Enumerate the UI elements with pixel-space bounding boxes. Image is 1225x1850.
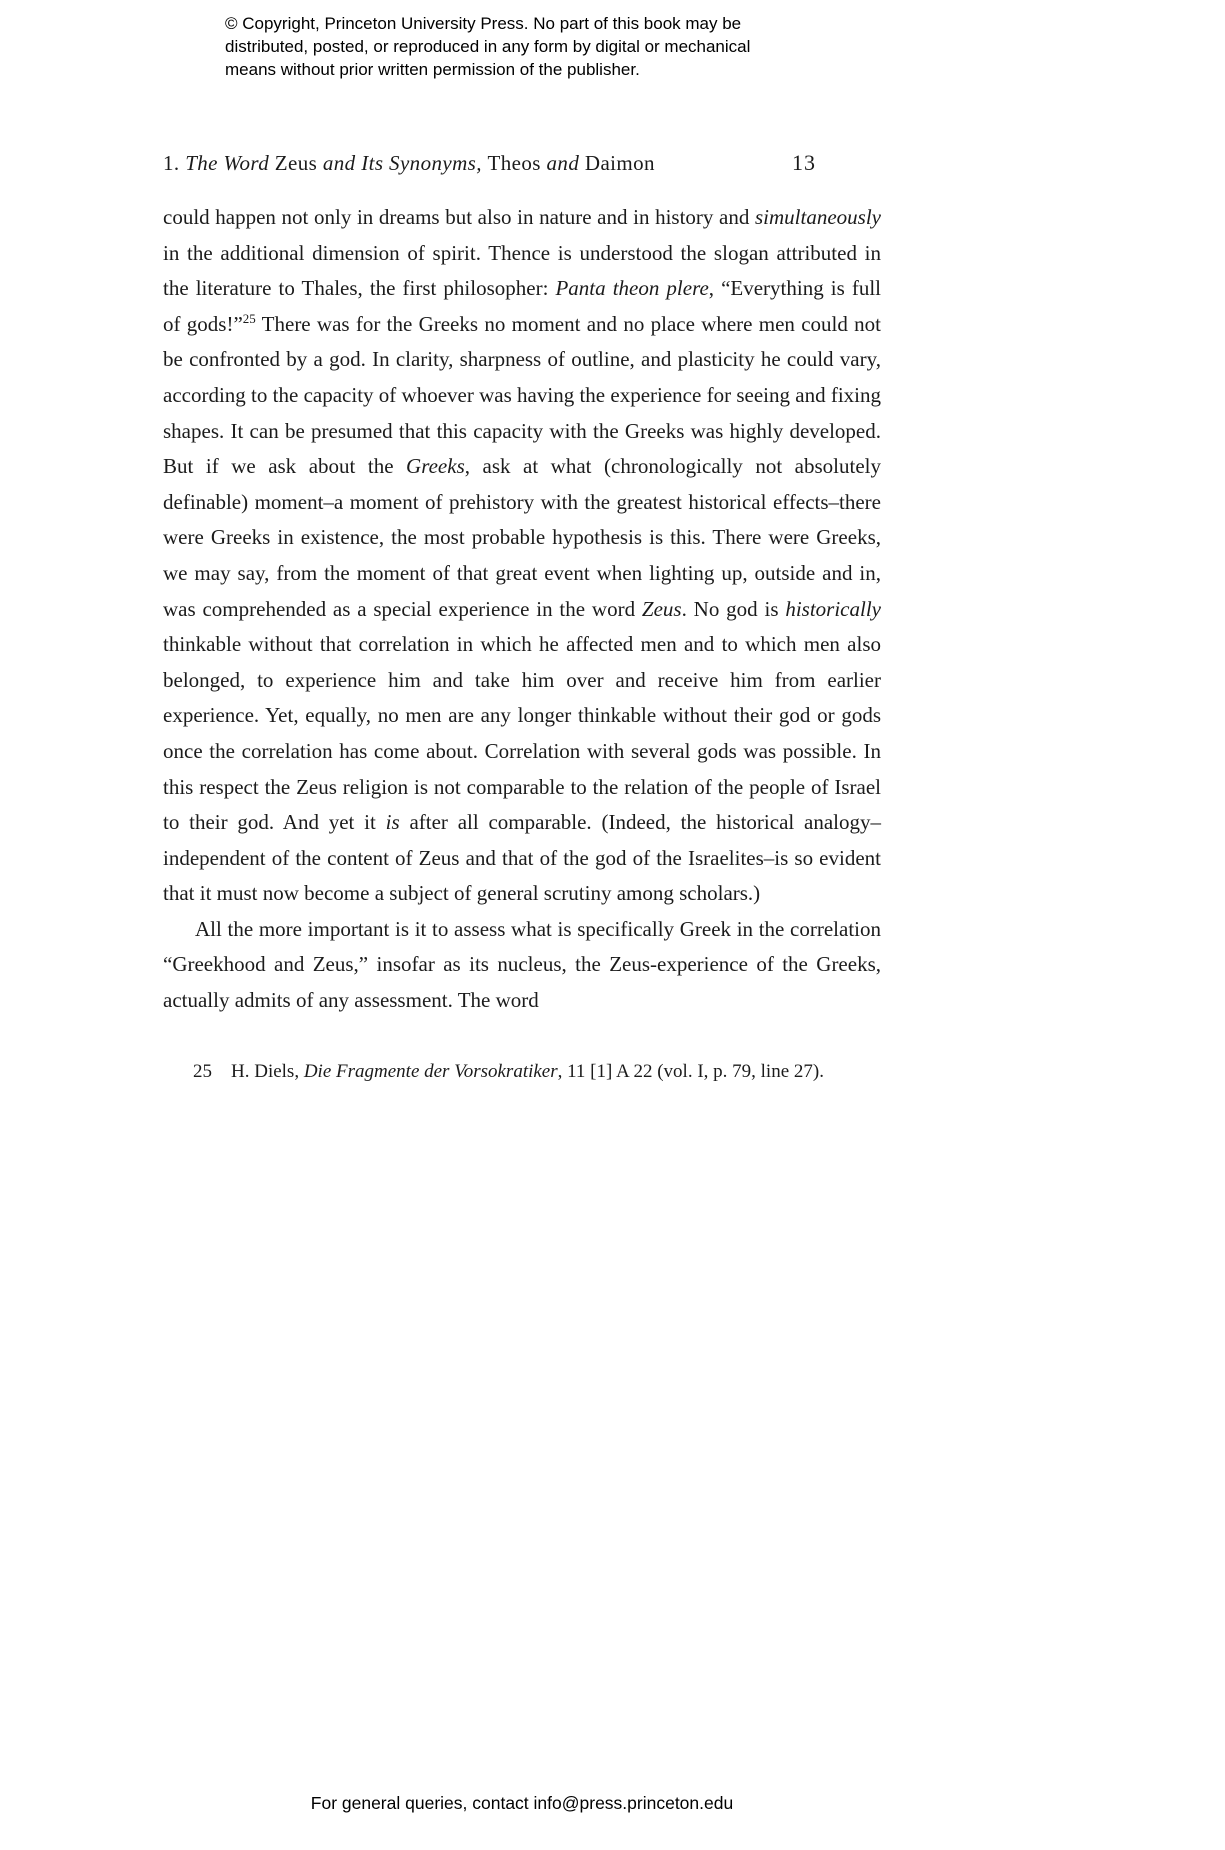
queries-footer: For general queries, contact info@press.princeton.edu	[310, 1793, 734, 1813]
footnote: 25 H. Diels, Die Fragmente der Vorsokratiker, 11 [1] A 22 (vol. I, p. 79, line 27).	[193, 1060, 824, 1082]
page-number: 13	[792, 150, 816, 175]
copyright-notice: © Copyright, Princeton University Press. No part of this book may be distributed, posted, or reproduced in any form by digital or mechanical means without prior written permission of the publisher.	[225, 14, 751, 79]
paragraph-2: All the more important is it to assess what is specifically Greek in the correlation “Greekhood and Zeus,” insofar as its nucleus, the Zeus-experience of the Greeks, actually admits of any assessment. The word	[163, 916, 887, 1013]
body-text	[163, 200, 887, 1019]
running-head	[163, 150, 881, 176]
chapter-title: 1. The Word Zeus and Its Synonyms, Theos and Daimon	[163, 151, 655, 175]
type-area	[163, 150, 887, 1088]
paragraph-1: could happen not only in dreams but also in nature and in history and simultaneously in the additional dimension of spirit. Thence is understood the slogan attributed in the literature to Thales, the first philosopher: Panta theon plere, “Everything is full of gods!”$^{25}$ There was for the Greeks no moment and no place where men could not be confronted by a god. In clarity, sharpness of outline, and plasticity he could vary, according to the capacity of whoever was having the experience for seeing and fixing shapes. It can be presumed that this capacity with the Greeks was highly developed. But if we ask about the Greeks, ask at what (chronologically not absolutely definable) moment–a moment of prehistory with the greatest historical effects–there were Greeks in existence, the most probable hypothesis is this. There were Greeks, we may say, from the moment of that great event when lighting up, outside and in, was comprehended as a special experience in the word Zeus. No god is historically thinkable without that correlation in which he affected men and to which men also belonged, to experience him and take him over and receive him from earlier experience. Yet, equally, no men are any longer thinkable without their god or gods once the correlation has come about. Correlation with several gods was possible. In this respect the Zeus religion is not comparable to the relation of the people of Israel to their god. And yet it is after all comparable. (Indeed, the historical analogy–independent of the content of Zeus and that of the god of the Israelites–is so evident that it must now become a subject of general scrutiny among scholars.)	[163, 205, 887, 906]
